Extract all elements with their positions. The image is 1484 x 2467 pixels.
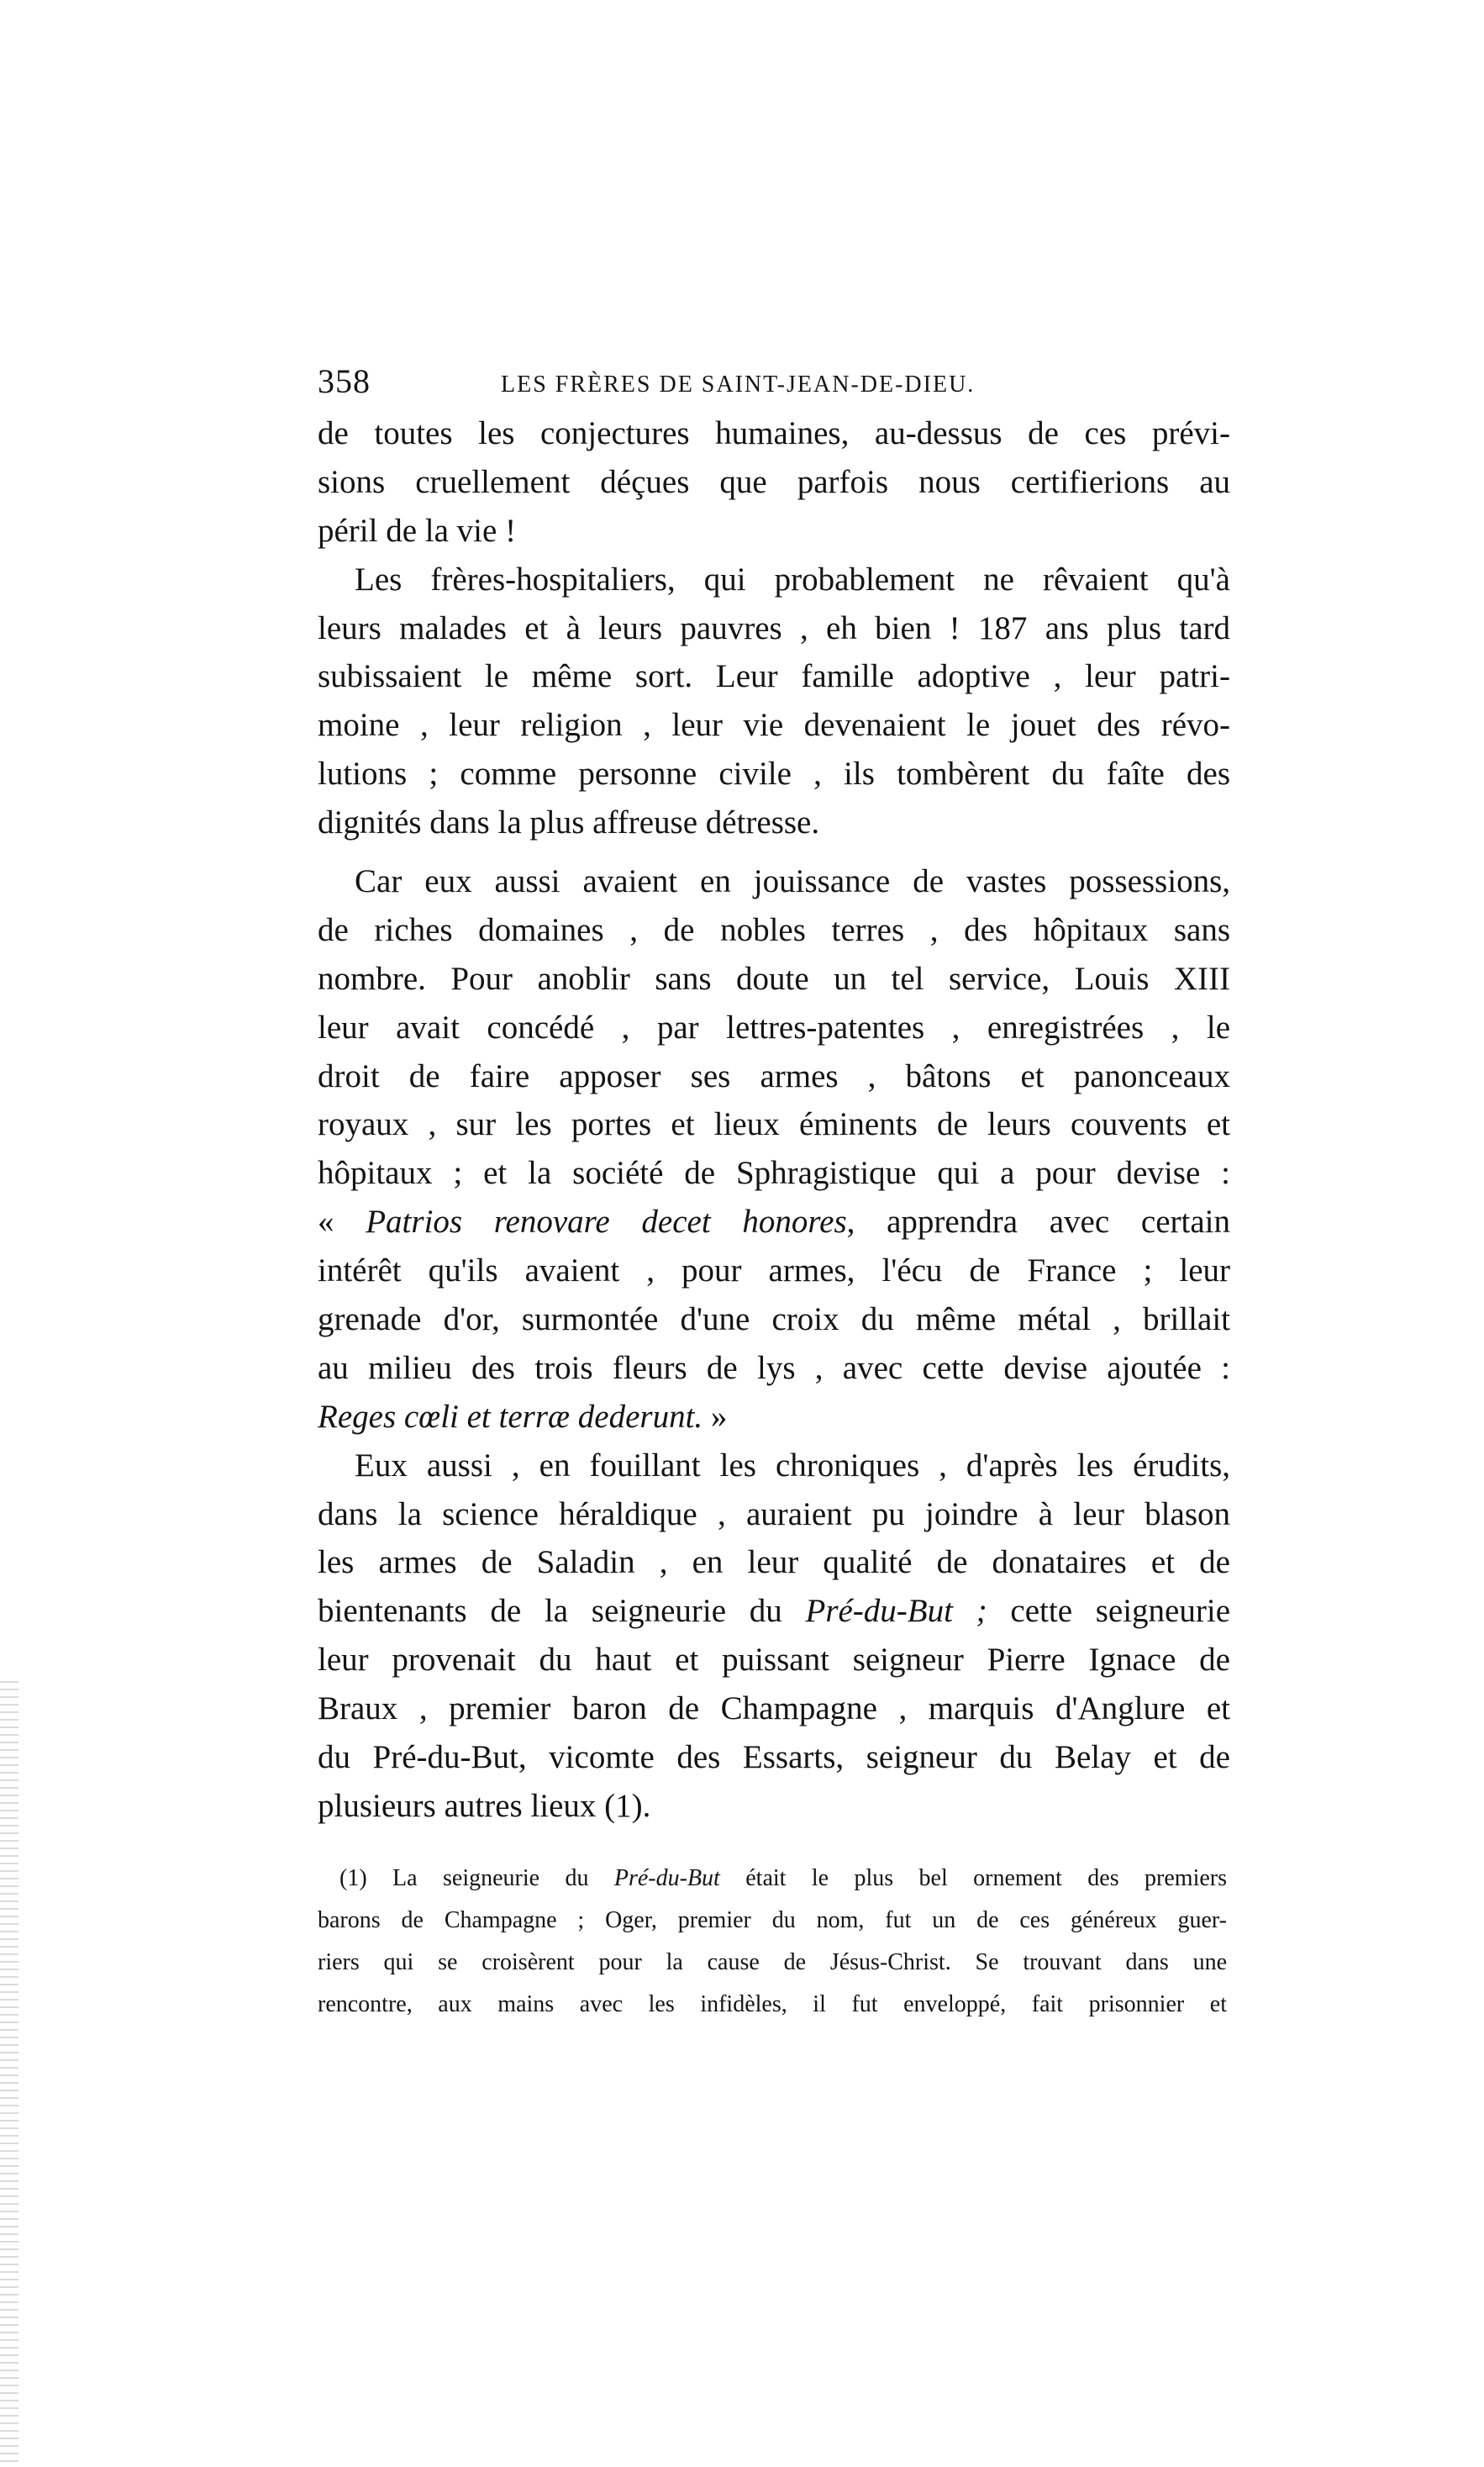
text-line: dignités dans la plus affreuse détresse. — [318, 804, 820, 841]
text-line: de toutes les conjectures humaines, au-dessus de ces prévi- — [318, 415, 1230, 451]
text-line: dans la science héraldique , auraient pu joindre à leur blason — [318, 1495, 1230, 1532]
line-suffix: cette seigneurie — [987, 1593, 1230, 1630]
footnote-line: rencontre, aux mains avec les infidèles, il fut enveloppé, fait prisonnier et — [318, 1991, 1227, 2017]
text-line: au milieu des trois fleurs de lys , avec cette devise ajoutée : — [318, 1349, 1230, 1386]
paragraph-4 — [318, 1442, 1230, 1831]
body-text — [318, 409, 1230, 1831]
page-header — [318, 356, 1057, 407]
scan-edge-specks — [0, 1681, 18, 2467]
text-line: péril de la vie ! — [318, 512, 517, 549]
footnote-line: barons de Champagne ; Oger, premier du nom, fut un de ces généreux guer- — [318, 1907, 1227, 1933]
text-line-device — [318, 1393, 1230, 1442]
text-line: droit de faire apposer ses armes , bâtons et panonceaux — [318, 1057, 1230, 1094]
line-prefix: bientenants de la seigneurie du — [318, 1593, 806, 1630]
footnote-suffix: était le plus bel ornement des premiers — [719, 1865, 1227, 1891]
text-line: subissaient le même sort. Leur famille adoptive , leur patri- — [318, 658, 1230, 695]
paragraph-2 — [318, 556, 1230, 847]
text-line: les armes de Saladin , en leur qualité de donataires et de — [318, 1544, 1230, 1581]
text-line: intérêt qu'ils avaient , pour armes, l'écu de France ; leur — [318, 1252, 1230, 1289]
text-line: lutions ; comme personne civile , ils tombèrent du faîte des — [318, 756, 1230, 793]
text-line: nombre. Pour anoblir sans doute un tel service, Louis XIII — [318, 960, 1230, 997]
footnote — [318, 1858, 1227, 2026]
text-line: leurs malades et à leurs pauvres , eh bien ! 187 ans plus tard — [318, 609, 1230, 646]
footnote-place-name: Pré-du-But — [613, 1865, 720, 1891]
text-line: moine , leur religion , leur vie devenaient le jouet des révo- — [318, 707, 1230, 744]
footnote-prefix: (1) La seigneurie du — [339, 1865, 614, 1891]
text-line: plusieurs autres lieux (1). — [318, 1787, 651, 1824]
motto-continuation: , apprendra avec certain — [846, 1204, 1230, 1241]
footnote-line — [318, 1858, 1227, 1900]
text-line: de riches domaines , de nobles terres , des hôpitaux sans — [318, 911, 1230, 948]
text-line: leur provenait du haut et puissant seigneur Pierre Ignace de — [318, 1642, 1230, 1679]
quote-close: » — [703, 1398, 728, 1435]
text-line: hôpitaux ; et la société de Sphragistique qui a pour devise : — [318, 1155, 1230, 1192]
latin-motto: Patrios renovare decet honores — [366, 1204, 847, 1241]
text-line: grenade d'or, surmontée d'une croix du même métal , brillait — [318, 1301, 1230, 1338]
text-line: Eux aussi , en fouillant les chroniques , d'après les érudits, — [355, 1447, 1230, 1484]
text-line: royaux , sur les portes et lieux éminents de leurs couvents et — [318, 1106, 1230, 1143]
text-line-pre-du-but — [318, 1587, 1230, 1636]
text-line: Car eux aussi avaient en jouissance de vastes possessions, — [355, 863, 1230, 900]
text-line: Braux , premier baron de Champagne , marquis d'Anglure et — [318, 1690, 1230, 1727]
footnote-line: riers qui se croisèrent pour la cause de Jésus-Christ. Se trouvant dans une — [318, 1949, 1227, 1975]
latin-device: Reges cœli et terræ dederunt. — [318, 1398, 703, 1435]
text-line-motto — [318, 1198, 1230, 1247]
quote-open: « — [318, 1204, 366, 1241]
text-line: Les frères-hospitaliers, qui probablement ne rêvaient qu'à — [355, 561, 1230, 598]
running-title: LES FRÈRES DE SAINT-JEAN-DE-DIEU. — [501, 372, 976, 398]
page-number: 358 — [318, 362, 371, 400]
paragraph-3 — [318, 857, 1230, 1442]
paragraph-1 — [318, 409, 1230, 556]
text-line: du Pré-du-But, vicomte des Essarts, seigneur du Belay et de — [318, 1739, 1230, 1776]
text-line: leur avait concédé , par lettres-patentes , enregistrées , le — [318, 1009, 1230, 1046]
text-line: sions cruellement déçues que parfois nous certifierions au — [318, 463, 1230, 500]
place-name: Pré-du-But ; — [805, 1593, 987, 1630]
